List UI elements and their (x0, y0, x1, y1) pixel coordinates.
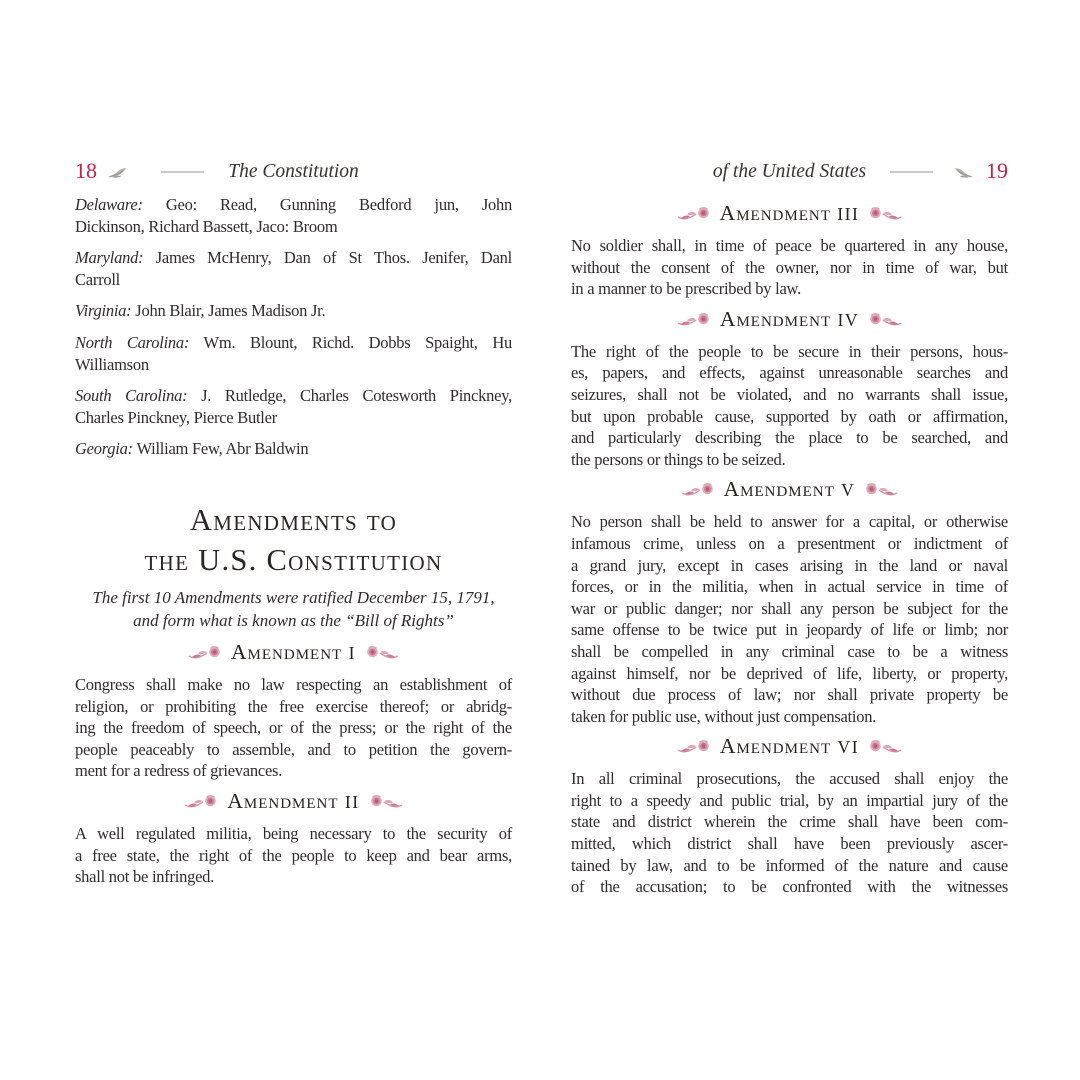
rose-flourish-icon (677, 206, 711, 221)
text-line: forces, or in the militia, when in actual service in time of (571, 577, 1008, 597)
amendment-heading (571, 308, 1008, 331)
text-line: a free state, the right of the people to keep and bear arms, (75, 845, 512, 865)
section-subtitle (75, 586, 512, 633)
amendment-heading-label (720, 308, 859, 331)
state-name: Georgia: (75, 439, 133, 459)
rose-flourish-icon (681, 482, 715, 497)
amendment-heading (571, 478, 1008, 501)
text-line: infamous crime, unless on a presentment or indictment of (571, 533, 1008, 553)
state-name: Virginia: (75, 301, 132, 321)
left-page (75, 158, 512, 888)
amendment-text (75, 674, 512, 782)
amendment-heading (571, 735, 1008, 758)
rose-flourish-icon (365, 645, 399, 660)
text-line: taken for public use, without just compensation. (571, 706, 877, 726)
text-line: without the consent of the owner, nor in time of war, but (571, 257, 1008, 277)
section-title-line: the U.S. Constitution (144, 542, 443, 577)
text-line: Carroll (75, 269, 120, 289)
amendment-text (571, 341, 1008, 471)
text-line (75, 300, 512, 322)
subtitle-line: and form what is known as the “Bill of Rights” (133, 611, 454, 631)
rose-flourish-icon (188, 645, 222, 660)
amendment-numeral: VI (837, 737, 860, 758)
text-line: mitted, which district shall have been previously ascer- (571, 834, 1008, 854)
state-name: North Carolina: (75, 332, 190, 352)
rose-flourish-icon (677, 739, 711, 754)
signer-names: J. Rutledge, Charles Cotesworth Pinckney, (201, 386, 512, 406)
page-number: 19 (986, 158, 1008, 183)
state-name: Delaware: (75, 195, 143, 214)
text-line (75, 438, 512, 460)
amendment-heading (571, 202, 1008, 225)
text-line: and particularly describing the place to be searched, and (571, 428, 1008, 448)
text-line: same offense to be twice put in jeopardy of life or limb; nor (571, 620, 1008, 640)
state-name: South Carolina: (75, 386, 188, 406)
text-line: the persons or things to be seized. (571, 449, 786, 469)
amendment-numeral: II (344, 791, 360, 812)
signer-names: Geo: Read, Gunning Bedford jun, John (165, 195, 512, 214)
text-line: Congress shall make no law respecting an establishment of (75, 674, 512, 694)
text-line: Dickinson, Richard Bassett, Jaco: Broom (75, 216, 338, 236)
amendment-heading (75, 641, 512, 664)
amendment-word: Amendment (719, 201, 831, 225)
running-title: of the United States (712, 161, 867, 182)
text-line: state and district wherein the crime shall have been com- (571, 812, 1008, 832)
signer-names: Wm. Blount, Richd. Dobbs Spaight, Hu (203, 332, 513, 352)
amendment-numeral: I (348, 642, 356, 663)
text-line: without due process of law; nor shall private property be (571, 685, 1008, 705)
amendment-word: Amendment (723, 477, 835, 502)
rose-flourish-icon (184, 794, 218, 809)
signer-names: John Blair, James Madison Jr. (135, 301, 326, 321)
amendment-word: Amendment (719, 734, 832, 759)
amendment-word: Amendment (231, 639, 343, 664)
amendment-text (571, 511, 1008, 727)
signer-paragraph (75, 247, 512, 290)
text-line (75, 247, 512, 269)
running-title: The Constitution (228, 161, 359, 182)
text-line: In all criminal prosecutions, the accused shall enjoy the (571, 769, 1008, 789)
rose-flourish-icon (369, 794, 403, 809)
text-line: war or public danger; nor shall any person be subject for the (571, 598, 1008, 618)
rose-flourish-icon (868, 206, 902, 221)
amendment-heading-label (227, 790, 359, 813)
text-line: but upon probable cause, supported by oath or affirmation, (571, 406, 1008, 426)
text-line: No soldier shall, in time of peace be quartered in any house, (571, 236, 1008, 255)
header-rule (890, 171, 933, 173)
rose-flourish-icon (868, 739, 902, 754)
text-line: shall not be infringed. (75, 867, 215, 887)
signer-paragraph (75, 194, 512, 237)
signer-names: William Few, Abr Baldwin (136, 439, 309, 459)
leaf-sprig-icon (953, 165, 974, 179)
state-name: Maryland: (75, 248, 144, 268)
rose-flourish-icon (864, 482, 898, 497)
text-line: Charles Pinckney, Pierce Butler (75, 407, 277, 427)
text-line: right to a speedy and public trial, by an impartial jury of the (571, 790, 1008, 810)
signer-paragraph (75, 438, 512, 460)
amendment-numeral: IV (837, 309, 860, 330)
signer-names: James McHenry, Dan of St Thos. Jenifer, Danl (155, 248, 513, 268)
amendment-text (75, 823, 512, 888)
text-line: against himself, nor be deprived of life, liberty, or property, (571, 663, 1008, 683)
signers-list (75, 194, 512, 460)
text-line (75, 385, 512, 407)
right-page (571, 158, 1008, 898)
amendment-numeral: V (841, 480, 856, 501)
amendment-heading-label (724, 478, 856, 501)
amendment-text (571, 235, 1008, 300)
text-line: of the accusation; to be confronted with the witnesses (571, 877, 1008, 897)
text-line: es, papers, and effects, against unreasonable searches and (571, 363, 1008, 383)
amendment-heading (75, 790, 512, 813)
text-line: a grand jury, except in cases arising in the land or naval (571, 555, 1008, 575)
page-number: 18 (75, 158, 97, 183)
text-line: shall be compelled in any criminal case to be a witness (571, 641, 1008, 661)
text-line: religion, or prohibiting the free exercise thereof; or abridg- (75, 696, 512, 716)
amendment-heading-label (720, 202, 860, 225)
rose-flourish-icon (677, 312, 711, 327)
text-line (75, 194, 512, 216)
amendment-numeral: III (837, 204, 860, 224)
text-line: ing the freedom of speech, or of the press; or the right of the (75, 718, 512, 738)
signer-paragraph (75, 385, 512, 428)
rose-flourish-icon (868, 312, 902, 327)
text-line: people peaceably to assemble, and to petition the govern- (75, 739, 512, 759)
text-line: The right of the people to be secure in their persons, hous- (571, 341, 1008, 361)
text-line: No person shall be held to answer for a capital, or otherwise (571, 512, 1008, 532)
amendment-heading-label (231, 641, 356, 664)
text-line: in a manner to be prescribed by law. (571, 279, 802, 299)
signer-paragraph (75, 332, 512, 375)
text-line (75, 332, 512, 354)
text-line: ment for a redress of grievances. (75, 761, 283, 781)
text-line: Williamson (75, 354, 149, 374)
subtitle-line: The first 10 Amendments were ratified December 15, 1791, (92, 587, 495, 607)
section-title (75, 500, 512, 580)
text-line: seizures, shall not be violated, and no warrants shall issue, (571, 384, 1008, 404)
right-page-header (571, 158, 1008, 188)
left-page-header (75, 158, 512, 188)
text-line: tained by law, and to be informed of the nature and cause (571, 855, 1008, 875)
amendment-word: Amendment (227, 788, 339, 813)
amendment-text (571, 768, 1008, 898)
signer-paragraph (75, 300, 512, 322)
text-line: A well regulated militia, being necessary to the security of (75, 823, 512, 843)
amendment-heading-label (720, 735, 859, 758)
section-title-line: Amendments to (189, 502, 398, 537)
amendment-word: Amendment (719, 306, 832, 331)
